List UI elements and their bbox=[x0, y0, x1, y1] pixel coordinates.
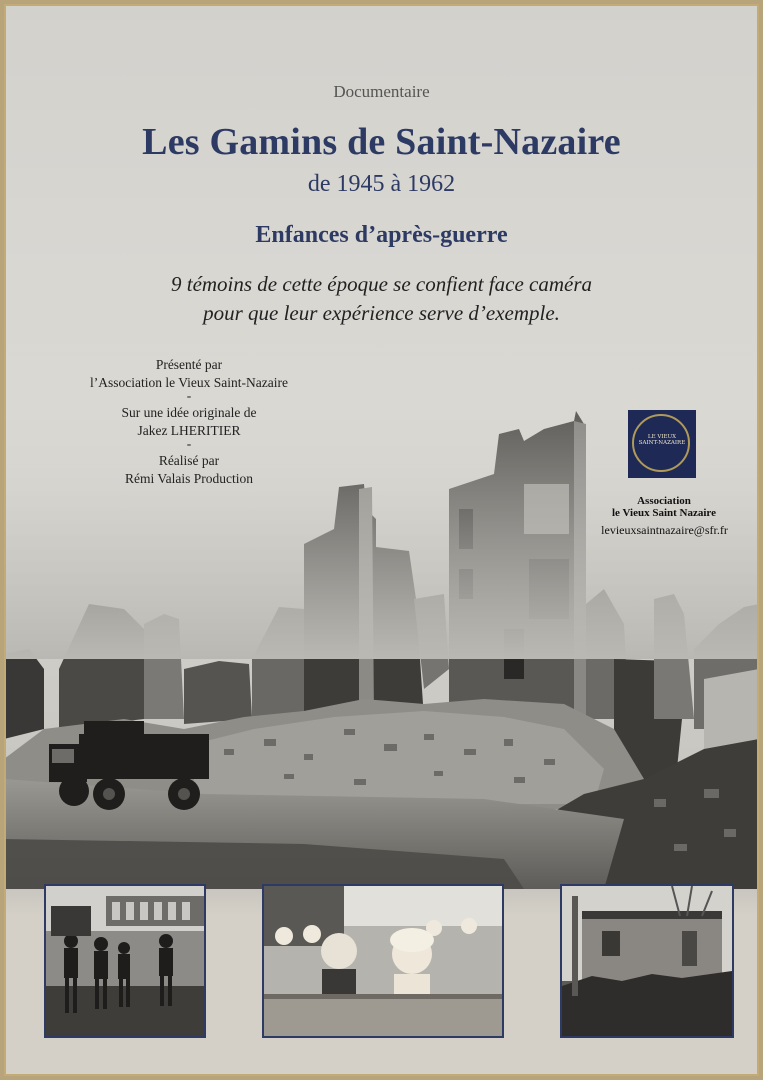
idea-by: Jakez LHERITIER bbox=[137, 423, 241, 438]
credits-block bbox=[74, 356, 304, 488]
photo-house bbox=[560, 884, 734, 1038]
page-title: Les Gamins de Saint-Nazaire bbox=[142, 121, 621, 163]
subtitle: Enfances d’après-guerre bbox=[255, 222, 508, 248]
separator: - bbox=[186, 436, 192, 451]
association-name: Association le Vieux Saint Nazaire bbox=[612, 495, 716, 519]
association-logo bbox=[628, 410, 696, 478]
tagline-line-1: 9 témoins de cette époque se confient face caméra bbox=[170, 272, 592, 296]
logo-text: LE VIEUX SAINT-NAZAIRE bbox=[638, 434, 686, 446]
idea-label: Sur une idée originale de bbox=[121, 405, 257, 420]
kicker: Documentaire bbox=[333, 82, 430, 101]
poster bbox=[4, 4, 759, 1076]
photo-classroom bbox=[262, 884, 504, 1038]
directed-label: Réalisé par bbox=[158, 453, 220, 468]
photo-children-street bbox=[44, 884, 206, 1038]
directed-by: Rémi Valais Production bbox=[125, 471, 253, 486]
tagline-line-2: pour que leur expérience serve d’exemple. bbox=[203, 301, 560, 325]
presented-label: Présenté par bbox=[155, 357, 223, 372]
date-range: de 1945 à 1962 bbox=[307, 171, 456, 197]
association-email: levieuxsaintnazaire@sfr.fr bbox=[601, 523, 728, 537]
presented-by: l’Association le Vieux Saint-Nazaire bbox=[89, 375, 288, 390]
separator: - bbox=[186, 388, 192, 403]
